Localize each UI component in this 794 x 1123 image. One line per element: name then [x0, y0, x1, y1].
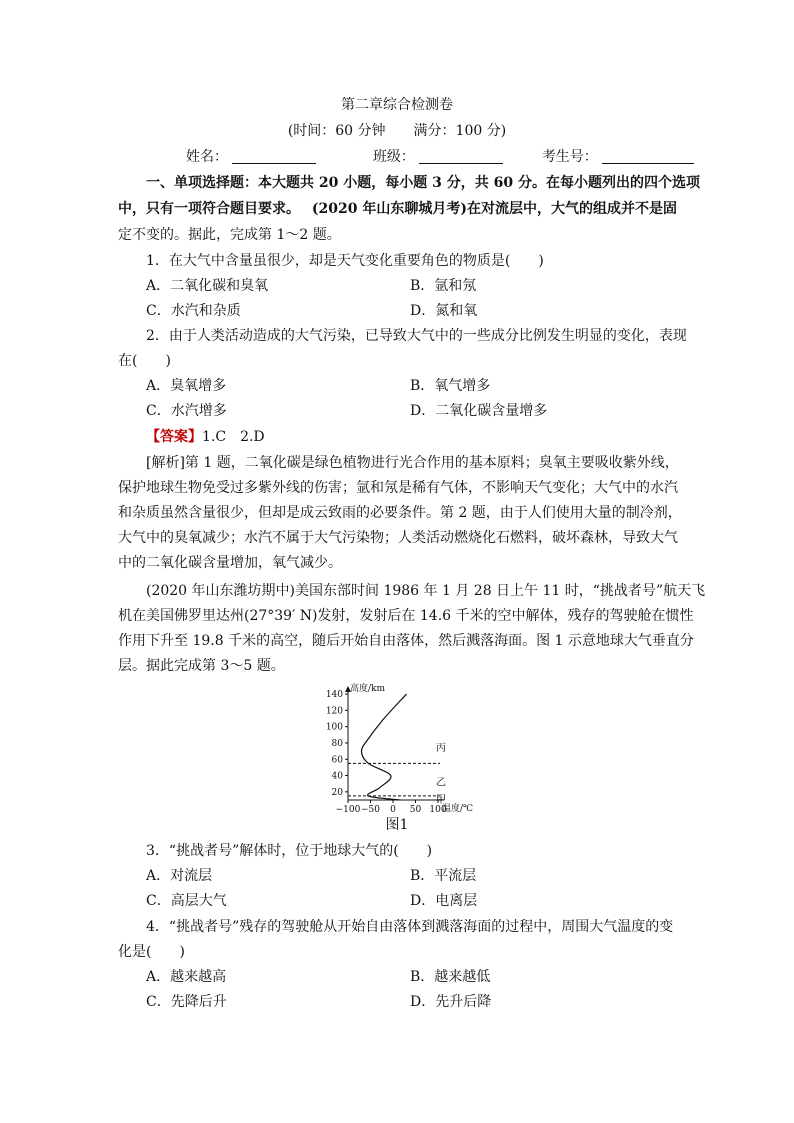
page-title: 第二章综合检测卷	[341, 97, 453, 113]
q4-stem-line2: 化是( )	[118, 944, 185, 960]
q4-option-d: D．先升后降	[410, 994, 492, 1010]
y-tick-label: 60	[331, 755, 343, 766]
q1-stem: 1．在大气中含量虽很少，却是天气变化重要角色的物质是( )	[146, 253, 544, 269]
q3-option-c: C．高层大气	[146, 893, 227, 909]
passage-line: 机在美国佛罗里达州(27°39′ N)发射，发射后在 14.6 千米的空中解体，残存的驾驶舱在惯性	[118, 608, 694, 624]
analysis-line: 大气中的臭氧减少；水汽不属于大气污染物；人类活动燃烧化石燃料，破坏森林，导致大气	[118, 530, 678, 546]
layer-label: 甲	[436, 794, 446, 806]
id-label: 考生号：	[541, 149, 598, 165]
x-tick-label: 100	[429, 805, 447, 812]
x-axis-title: 温度/℃	[442, 804, 474, 812]
analysis-line: 和杂质虽然含量很少，但却是成云致雨的必要条件。第 2 题，由于人们使用大量的制冷剂，	[118, 505, 682, 521]
y-axis-title: 高度/km	[350, 684, 386, 694]
x-tick-label: −50	[361, 805, 380, 812]
y-tick-label: 120	[325, 706, 343, 717]
q4-option-c: C．先降后升	[146, 994, 227, 1010]
section1-intro-line1: 一、单项选择题：本大题共 20 小题，每小题 3 分，共 60 分。在每小题列出的四个选项	[146, 175, 700, 191]
y-tick-label: 140	[325, 690, 343, 701]
q3-option-b: B．平流层	[410, 868, 477, 884]
passage-line: 作用下升至 19.8 千米的高空，随后开始自由落体，然后溅落海面。图 1 示意地球大气垂直分	[118, 633, 694, 649]
q4-option-a: A．越来越高	[146, 969, 227, 985]
x-tick-label: 50	[409, 805, 422, 812]
q2-stem-line2: 在( )	[118, 353, 171, 369]
atmosphere-layer-chart	[320, 682, 480, 812]
x-tick-label: −100	[335, 805, 361, 812]
student-info-row	[186, 148, 694, 166]
q3-stem: 3．“挑战者号”解体时，位于地球大气的( )	[146, 843, 433, 859]
figure-caption: 图1	[385, 817, 409, 833]
q2-stem-line1: 2．由于人类活动造成的大气污染，已导致大气中的一些成分比例发生明显的变化，表现	[146, 328, 687, 344]
y-tick-label: 80	[331, 738, 343, 749]
q1-option-c: C．水汽和杂质	[146, 303, 241, 319]
chart-svg	[320, 682, 480, 812]
q3-option-a: A．对流层	[146, 868, 213, 884]
section1-intro-line2: 中，只有一项符合题目要求。 (2020 年山东聊城月考)在对流层中，大气的组成并不是固	[118, 201, 677, 217]
temperature-curve	[362, 694, 407, 800]
class-label: 班级：	[372, 149, 415, 165]
q4-option-b: B．越来越低	[410, 969, 491, 985]
answer-text: 1.C 2.D	[202, 429, 265, 445]
exam-subtitle: (时间：60 分钟 满分：100 分)	[287, 123, 507, 139]
q1-option-d: D．氮和氧	[410, 303, 478, 319]
id-blank[interactable]	[602, 149, 694, 164]
q1-option-b: B．氩和氖	[410, 278, 477, 294]
q1-option-a: A．二氧化碳和臭氧	[146, 278, 269, 294]
q4-stem-line1: 4．“挑战者号”残存的驾驶舱从开始自由落体到溅落海面的过程中，周围大气温度的变	[146, 919, 674, 935]
q2-option-c: C．水汽增多	[146, 403, 227, 419]
name-blank[interactable]	[232, 149, 316, 164]
q3-option-d: D．电离层	[410, 893, 478, 909]
y-tick-label: 100	[325, 722, 343, 733]
layer-label: 丙	[436, 743, 446, 755]
x-tick-label: 0	[390, 805, 396, 812]
q2-option-b: B．氧气增多	[410, 378, 491, 394]
answer-tag: 【答案】	[146, 429, 202, 445]
analysis-line: 保护地球生物免受过多紫外线的伤害；氩和氖是稀有气体，不影响天气变化；大气中的水汽	[118, 480, 678, 496]
q2-option-a: A．臭氧增多	[146, 378, 227, 394]
y-tick-label: 40	[331, 771, 343, 782]
layer-label: 乙	[436, 777, 446, 789]
class-blank[interactable]	[419, 149, 503, 164]
passage-line: 层。据此完成第 3～5 题。	[118, 658, 285, 674]
passage-line: (2020 年山东潍坊期中)美国东部时间 1986 年 1 月 28 日上午 11 时，“挑战者号”航天飞	[146, 583, 706, 599]
section1-intro-line3: 定不变的。据此，完成第 1～2 题。	[118, 227, 341, 243]
analysis-line: 中的二氧化碳含量增加，氧气减少。	[118, 555, 342, 571]
y-tick-label: 20	[331, 787, 343, 798]
name-label: 姓名：	[186, 149, 228, 165]
analysis-line: [解析]第 1 题，二氧化碳是绿色植物进行光合作用的基本原料；臭氧主要吸收紫外线，	[146, 455, 679, 471]
answer-row-1	[146, 428, 265, 446]
q2-option-d: D．二氧化碳含量增多	[410, 403, 548, 419]
